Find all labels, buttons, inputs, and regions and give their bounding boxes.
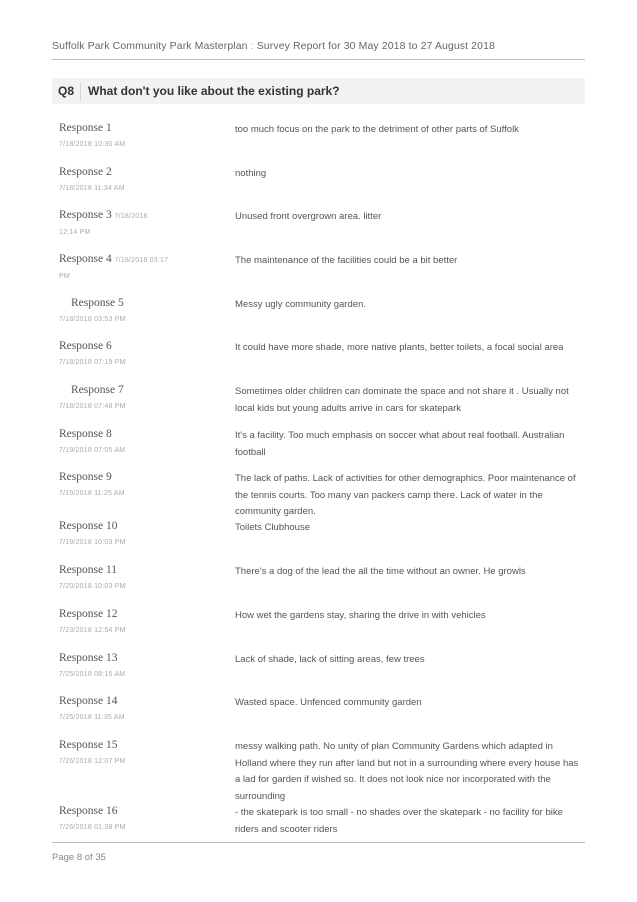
response-answer: Messy ugly community garden. — [235, 299, 366, 310]
response-answer: nothing — [235, 168, 267, 179]
response-label: Response 8 — [59, 428, 112, 440]
header-divider — [52, 59, 585, 60]
page-total: 35 — [95, 852, 106, 863]
response-label: Response 3 — [59, 209, 112, 221]
response-label: Response 16 — [59, 805, 118, 817]
response-date: 7/18/2018 07:19 PM — [59, 359, 126, 366]
response-date: 7/26/2018 01:38 PM — [59, 824, 126, 831]
response-label-block — [59, 470, 224, 501]
response-date: 7/20/2018 10:03 PM — [59, 583, 126, 590]
response-label: Response 9 — [59, 471, 112, 483]
response-label: Response 12 — [59, 608, 118, 620]
response-label-block — [59, 738, 224, 769]
response-label: Response 15 — [59, 739, 118, 751]
response-label-block — [59, 339, 224, 370]
response-answer: It's a facility. Too much emphasis on soccer what about real football. Australian football — [235, 430, 565, 458]
page-label: Page — [52, 852, 75, 863]
response-label-block — [59, 563, 224, 594]
response-date: 7/18/2018 03:53 PM — [59, 316, 126, 323]
page-of-label: of — [84, 852, 93, 863]
response-label-block — [59, 804, 224, 835]
response-label: Response 4 — [59, 253, 112, 265]
response-label: Response 10 — [59, 520, 118, 532]
response-label: Response 11 — [59, 564, 118, 576]
response-label-block — [59, 427, 224, 458]
response-label-block — [59, 208, 159, 240]
response-label: Response 14 — [59, 695, 118, 707]
response-label-block — [59, 383, 224, 414]
response-date: 7/25/2018 11:35 AM — [59, 714, 125, 721]
response-label-block — [59, 165, 224, 196]
response-date: 7/18/2018 11:34 AM — [59, 185, 125, 192]
page-footer — [52, 852, 106, 863]
report-prefix: Survey Report for — [256, 40, 341, 52]
header-separator: : — [250, 40, 254, 52]
response-date: 7/18/2018 03:17 PM — [59, 257, 169, 280]
response-answer: Lack of shade, lack of sitting areas, few trees — [235, 654, 425, 665]
response-label-block — [59, 121, 224, 152]
response-answer: Toilets Clubhouse — [235, 522, 310, 533]
response-answer: - the skatepark is too small - no shades over the skatepark - no facility for bike riders and scooter riders — [235, 807, 563, 835]
response-answer: Wasted space. Unfenced community garden — [235, 697, 422, 708]
response-label-block — [59, 607, 224, 638]
response-date: 7/18/2018 12:14 PM — [59, 213, 148, 236]
response-answer: Unused front overgrown area. litter — [235, 211, 382, 222]
response-label-block — [59, 252, 181, 284]
report-date-from: 30 May 2018 — [343, 40, 406, 52]
response-answer: How wet the gardens stay, sharing the drive in with vehicles — [235, 610, 486, 621]
response-label-block — [59, 296, 224, 327]
response-answer: The maintenance of the facilities could be a bit better — [235, 255, 458, 266]
response-label: Response 13 — [59, 652, 118, 664]
question-bar — [52, 78, 585, 104]
response-answer: Sometimes older children can dominate the space and not share it . Usually not local kids but young adults arrive in cars for skatepark — [235, 386, 569, 414]
report-date-to: 27 August 2018 — [420, 40, 495, 52]
response-label: Response 2 — [59, 166, 112, 178]
response-date: 7/18/2018 07:48 PM — [59, 403, 126, 410]
question-text: What don't you like about the existing park? — [88, 84, 340, 98]
response-date: 7/19/2018 11:25 AM — [59, 490, 125, 497]
response-label: Response 6 — [59, 340, 112, 352]
response-date: 7/26/2018 12:07 PM — [59, 758, 126, 765]
report-header — [52, 40, 585, 52]
response-date: 7/23/2018 12:54 PM — [59, 627, 126, 634]
response-date: 7/19/2018 10:03 PM — [59, 539, 126, 546]
response-date: 7/18/2018 10:30 AM — [59, 141, 126, 148]
response-answer: The lack of paths. Lack of activities for other demographics. Poor maintenance of the tennis courts. Too many van packers camp there. Lack of water in the community garden. — [235, 473, 576, 517]
response-answer: It could have more shade, more native plants, better toilets, a focal social area — [235, 342, 564, 353]
response-label: Response 1 — [59, 122, 112, 134]
response-label-block — [59, 519, 224, 550]
footer-divider — [52, 842, 585, 843]
response-label: Response 7 — [71, 384, 124, 396]
page-number: 8 — [76, 852, 83, 863]
question-divider — [80, 82, 81, 100]
response-answer: There's a dog of the lead the all the time without an owner. He growls — [235, 566, 526, 577]
response-answer: messy walking path. No unity of plan Community Gardens which adapted in Holland where they run after land but not in a surrounding where every house has a lad for garden if wished so. It does not look nice nor incorporated with the surrounding — [235, 741, 579, 802]
report-title: Suffolk Park Community Park Masterplan — [52, 40, 248, 52]
response-label-block — [59, 694, 224, 725]
report-to-word: to — [408, 40, 418, 52]
response-label: Response 5 — [71, 297, 124, 309]
response-date: 7/25/2018 08:16 AM — [59, 671, 126, 678]
response-answer: too much focus on the park to the detriment of other parts of Suffolk — [235, 124, 519, 135]
question-number: Q8 — [57, 84, 74, 98]
response-date: 7/19/2018 07:05 AM — [59, 447, 126, 454]
response-label-block — [59, 651, 224, 682]
